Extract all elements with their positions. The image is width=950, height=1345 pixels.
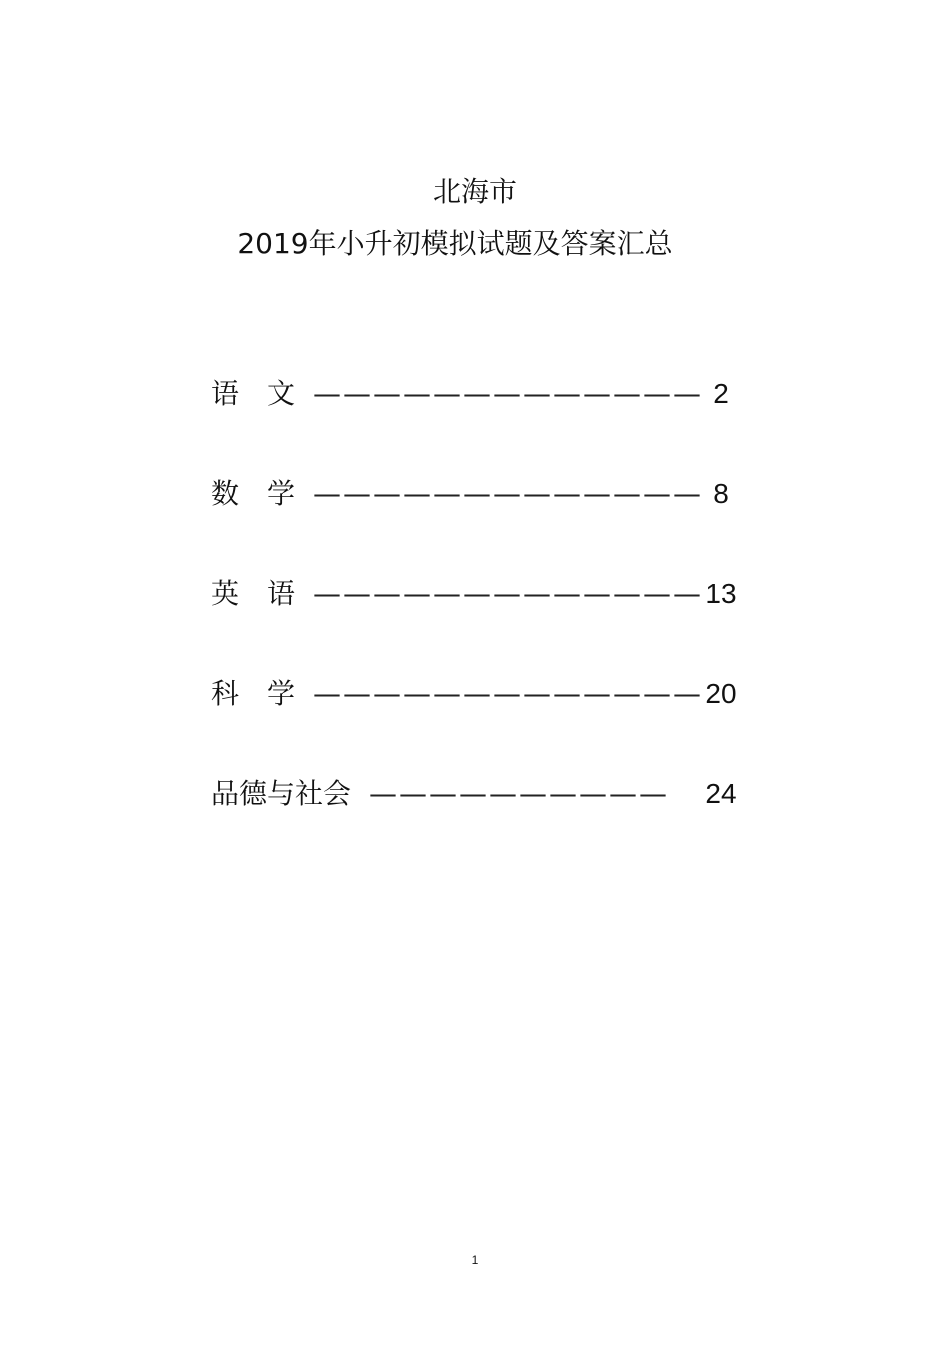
page-number: 1 [471,1253,479,1267]
toc-page-number: 24 [705,778,737,809]
toc-leader: —————————— [369,777,669,810]
toc-leader: ————————————— [313,477,703,510]
toc-item-chinese [211,374,771,414]
toc-item-english [211,574,771,614]
toc-subject: 品德与社会 [211,777,352,810]
toc-item-science [211,674,771,714]
document-title-city: 北海市 [432,175,517,208]
toc-page-number: 13 [705,578,737,609]
toc-page-number: 8 [713,478,729,509]
toc-leader: ————————————— [313,577,703,610]
toc-page-number: 2 [713,378,729,409]
toc-leader: ————————————— [313,677,703,710]
toc-subject: 语 文 [211,377,296,410]
toc-leader: ————————————— [313,377,703,410]
toc-item-math [211,474,771,514]
table-of-contents [211,374,771,834]
toc-item-morality-society [211,774,771,814]
toc-subject: 英 语 [211,577,296,610]
toc-subject: 科 学 [211,677,296,710]
toc-subject: 数 学 [211,477,296,510]
document-title-main: 2019年小升初模拟试题及答案汇总 [237,227,673,260]
toc-page-number: 20 [705,678,737,709]
